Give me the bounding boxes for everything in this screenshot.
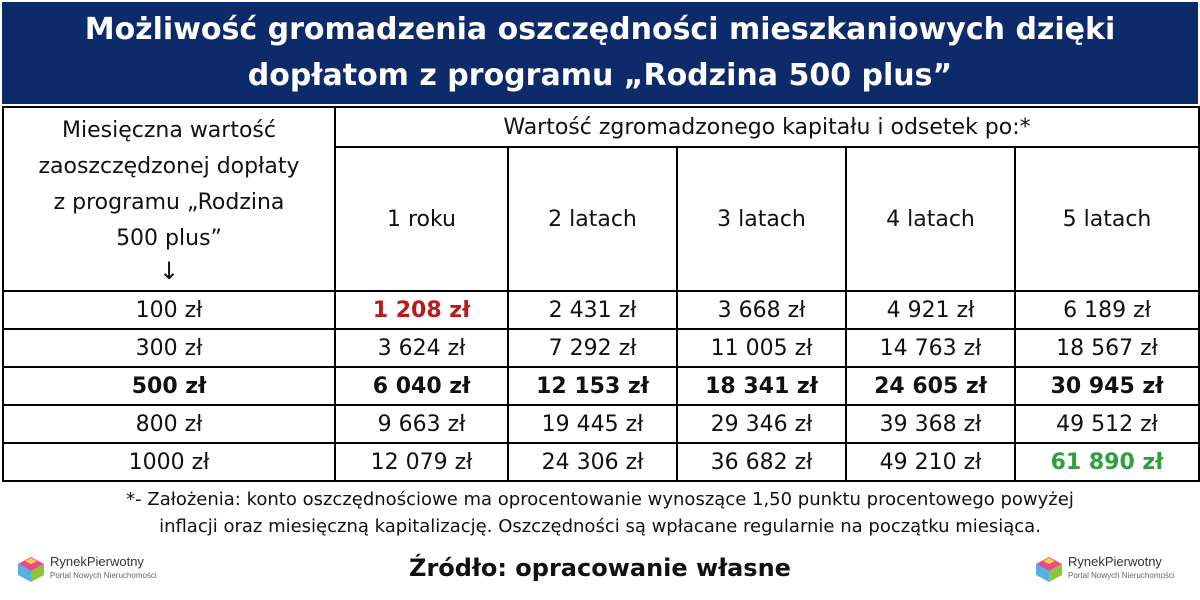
table-cell: 14 763 zł [846,329,1015,367]
table-cell: 36 682 zł [677,443,846,481]
page-title [2,2,1198,104]
row-header-cell [3,107,335,291]
table-cell: 7 292 zł [508,329,677,367]
column-header: 5 latach [1015,147,1199,291]
table-cell: 29 346 zł [677,405,846,443]
table-cell: 18 341 zł [677,367,846,405]
table-cell: 2 431 zł [508,291,677,329]
logo-right [1034,555,1175,583]
logo-name: RynekPierwotny [50,554,144,569]
savings-table [2,106,1200,482]
table-cell: 18 567 zł [1015,329,1199,367]
column-header: 2 latach [508,147,677,291]
column-header: 4 latach [846,147,1015,291]
house-cube-icon [1034,555,1064,583]
table-cell: 3 668 zł [677,291,846,329]
row-label: 300 zł [3,329,335,367]
arrow-down-icon: ↓ [158,257,180,285]
house-cube-icon [16,555,46,583]
table-cell: 4 921 zł [846,291,1015,329]
table-cell: 30 945 zł [1015,367,1199,405]
table-cell: 12 079 zł [335,443,508,481]
table-row [3,443,1199,481]
row-header-line-2: zaoszczędzonej dopłaty [38,154,300,179]
table-cell: 19 445 zł [508,405,677,443]
row-header-line-3: z programu „Rodzina [53,190,285,215]
logo-left [16,555,157,583]
table-cell: 49 210 zł [846,443,1015,481]
title-line-1: Możliwość gromadzenia oszczędności mieszkaniowych dzięki [84,12,1116,47]
table-row [3,329,1199,367]
table-row [3,405,1199,443]
table-row [3,367,1199,405]
title-line-2: dopłatom z programu „Rodzina 500 plus” [247,58,953,93]
footnote-line-2: inflacji oraz miesięczną kapitalizację. Oszczędności są wpłacane regularnie na początku miesiąca. [159,516,1041,537]
column-header: 3 latach [677,147,846,291]
table-row [3,291,1199,329]
table-cell: 61 890 zł [1015,443,1199,481]
row-label: 500 zł [3,367,335,405]
footnote-line-1: *- Założenia: konto oszczędnościowe ma oprocentowanie wynoszące 1,50 punktu procentowego powyżej [126,489,1074,510]
logo-subtitle: Portal Nowych Nieruchomości [1068,571,1175,580]
table-cell: 12 153 zł [508,367,677,405]
table-cell: 24 306 zł [508,443,677,481]
capital-header: Wartość zgromadzonego kapitału i odsetek po:* [335,107,1199,147]
table-cell: 6 040 zł [335,367,508,405]
logo-name: RynekPierwotny [1068,554,1162,569]
row-label: 1000 zł [3,443,335,481]
footnote [0,486,1200,540]
column-header: 1 roku [335,147,508,291]
table-cell: 1 208 zł [335,291,508,329]
source-note: Źródło: opracowanie własne [409,554,791,582]
table-cell: 11 005 zł [677,329,846,367]
row-header-line-1: Miesięczna wartość [62,118,276,143]
table-cell: 6 189 zł [1015,291,1199,329]
row-header-line-4: 500 plus” [116,226,222,251]
row-label: 800 zł [3,405,335,443]
row-label: 100 zł [3,291,335,329]
table-cell: 24 605 zł [846,367,1015,405]
table-cell: 39 368 zł [846,405,1015,443]
table-cell: 9 663 zł [335,405,508,443]
table-cell: 49 512 zł [1015,405,1199,443]
table-cell: 3 624 zł [335,329,508,367]
logo-subtitle: Portal Nowych Nieruchomości [50,571,157,580]
